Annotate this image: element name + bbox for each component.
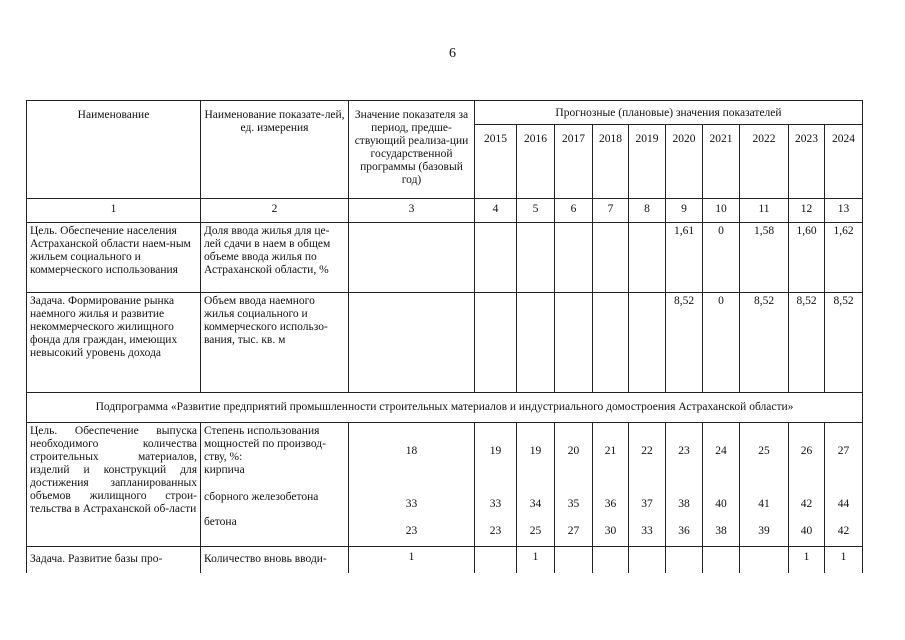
row-indicator: Объем ввода наемного жилья социального и коммерческого использо-вания, тыс. кв. м — [201, 293, 349, 393]
value: 36 — [604, 498, 617, 510]
indicator-heading: Степень использования мощностей по производ-ству, %: — [204, 425, 326, 463]
row-value — [666, 547, 703, 573]
value: 42 — [800, 498, 813, 510]
row-indicator: Доля ввода жилья для це-лей сдачи в наем в общем объеме ввода жилья по Астраханской области, % — [201, 223, 349, 293]
value: 37 — [641, 498, 653, 510]
header-year: 2017 — [555, 125, 593, 199]
column-numbers-row — [27, 199, 863, 223]
row-name: Цель. Обеспечение населения Астраханской области наем-ным жильем социального и коммерческого использования — [27, 223, 201, 293]
table-row — [27, 547, 863, 573]
row-value: 8,52 — [789, 293, 825, 393]
value: 24 — [715, 445, 727, 457]
row-base — [349, 223, 475, 293]
row-value: 0 — [703, 293, 740, 393]
row-name: Задача. Развитие базы про- — [27, 547, 201, 573]
value: 35 — [567, 498, 580, 510]
header-year: 2020 — [666, 125, 703, 199]
header-year: 2024 — [825, 125, 863, 199]
value: 41 — [758, 498, 770, 510]
value: 33 — [641, 525, 653, 537]
indicator-item: сборного железобетона — [204, 491, 319, 503]
row-value: 0 — [703, 223, 740, 293]
row-value — [475, 423, 517, 547]
column-number: 3 — [349, 199, 475, 223]
indicators-table — [26, 100, 863, 573]
header-year: 2019 — [629, 125, 666, 199]
value: 27 — [567, 525, 580, 537]
header-name: Наименование — [27, 101, 201, 199]
row-value — [666, 423, 703, 547]
row-value — [703, 423, 740, 547]
base-value: 23 — [405, 525, 418, 537]
header-indicator: Наименование показате-лей, ед. измерения — [201, 101, 349, 199]
value: 25 — [758, 445, 770, 457]
row-indicator — [201, 423, 349, 547]
row-value — [555, 423, 593, 547]
row-indicator: Количество вновь вводи- — [201, 547, 349, 573]
column-number: 11 — [740, 199, 789, 223]
value: 36 — [678, 525, 690, 537]
row-value: 1 — [789, 547, 825, 573]
column-number: 13 — [825, 199, 863, 223]
row-value — [740, 547, 789, 573]
row-value — [629, 293, 666, 393]
row-value — [593, 423, 629, 547]
column-number: 4 — [475, 199, 517, 223]
header-forecast: Прогнозные (плановые) значения показателей — [475, 101, 863, 125]
row-base — [349, 423, 475, 547]
row-value: 8,52 — [740, 293, 789, 393]
row-base: 1 — [349, 547, 475, 573]
header-year: 2023 — [789, 125, 825, 199]
value: 30 — [604, 525, 617, 537]
value: 25 — [529, 525, 542, 537]
row-value — [475, 223, 517, 293]
row-value — [475, 547, 517, 573]
subprogram-title: Подпрограмма «Развитие предприятий промышленности строительных материалов и индустриального домостроения Астраханской области» — [27, 393, 863, 423]
row-value: 1 — [517, 547, 555, 573]
row-value: 8,52 — [666, 293, 703, 393]
row-value — [517, 223, 555, 293]
row-value — [555, 293, 593, 393]
row-name: Задача. Формирование рынка наемного жилья и развитие некоммерческого жилищного фонда для граждан, имеющих невысокий уровень дохода — [27, 293, 201, 393]
column-number: 1 — [27, 199, 201, 223]
row-value: 1 — [825, 547, 863, 573]
value: 33 — [489, 498, 502, 510]
table-row — [27, 293, 863, 393]
header-year: 2022 — [740, 125, 789, 199]
row-value — [629, 223, 666, 293]
header-year: 2015 — [475, 125, 517, 199]
value: 21 — [604, 445, 617, 457]
row-value — [593, 293, 629, 393]
column-number: 12 — [789, 199, 825, 223]
value: 20 — [567, 445, 580, 457]
row-value: 1,61 — [666, 223, 703, 293]
row-value — [629, 423, 666, 547]
row-value — [593, 223, 629, 293]
value: 22 — [641, 445, 653, 457]
row-base — [349, 293, 475, 393]
column-number: 8 — [629, 199, 666, 223]
value: 40 — [800, 525, 813, 537]
indicator-item: бетона — [204, 516, 237, 528]
column-number: 10 — [703, 199, 740, 223]
value: 27 — [837, 445, 850, 457]
row-value — [825, 423, 863, 547]
value: 44 — [837, 498, 850, 510]
column-number: 6 — [555, 199, 593, 223]
row-value — [555, 223, 593, 293]
column-number: 2 — [201, 199, 349, 223]
value: 42 — [837, 525, 850, 537]
value: 40 — [715, 498, 727, 510]
value: 19 — [489, 445, 502, 457]
table-row — [27, 423, 863, 547]
value: 19 — [529, 445, 542, 457]
value: 38 — [678, 498, 690, 510]
value: 34 — [529, 498, 542, 510]
column-number: 5 — [517, 199, 555, 223]
row-value — [789, 423, 825, 547]
header-base-value: Значение показателя за период, предше-ствующий реализа-ции государственной программы (базовый год) — [349, 101, 475, 199]
row-value — [593, 547, 629, 573]
value: 23 — [489, 525, 502, 537]
value: 23 — [678, 445, 690, 457]
base-value: 18 — [405, 445, 418, 457]
base-value: 33 — [405, 498, 418, 510]
header-year: 2018 — [593, 125, 629, 199]
column-number: 7 — [593, 199, 629, 223]
row-value — [629, 547, 666, 573]
row-value: 1,58 — [740, 223, 789, 293]
row-name: Цель. Обеспечение выпуска необходимого количества строительных материалов, изделий и конструкций для достижения запланированных объемов жилищного строи-тельства в Астраханской об-ласти — [27, 423, 201, 547]
subprogram-row — [27, 393, 863, 423]
row-value — [555, 547, 593, 573]
page-number: 6 — [449, 46, 456, 61]
value: 26 — [800, 445, 813, 457]
table-row — [27, 223, 863, 293]
row-value — [517, 293, 555, 393]
header-year: 2016 — [517, 125, 555, 199]
row-value — [703, 547, 740, 573]
column-number: 9 — [666, 199, 703, 223]
row-value — [740, 423, 789, 547]
header-year: 2021 — [703, 125, 740, 199]
row-value: 8,52 — [825, 293, 863, 393]
indicator-item: кирпича — [204, 464, 245, 476]
value: 39 — [758, 525, 770, 537]
row-value: 1,62 — [825, 223, 863, 293]
row-value — [475, 293, 517, 393]
header-row — [27, 101, 863, 125]
row-value — [517, 423, 555, 547]
value: 38 — [715, 525, 727, 537]
row-value: 1,60 — [789, 223, 825, 293]
